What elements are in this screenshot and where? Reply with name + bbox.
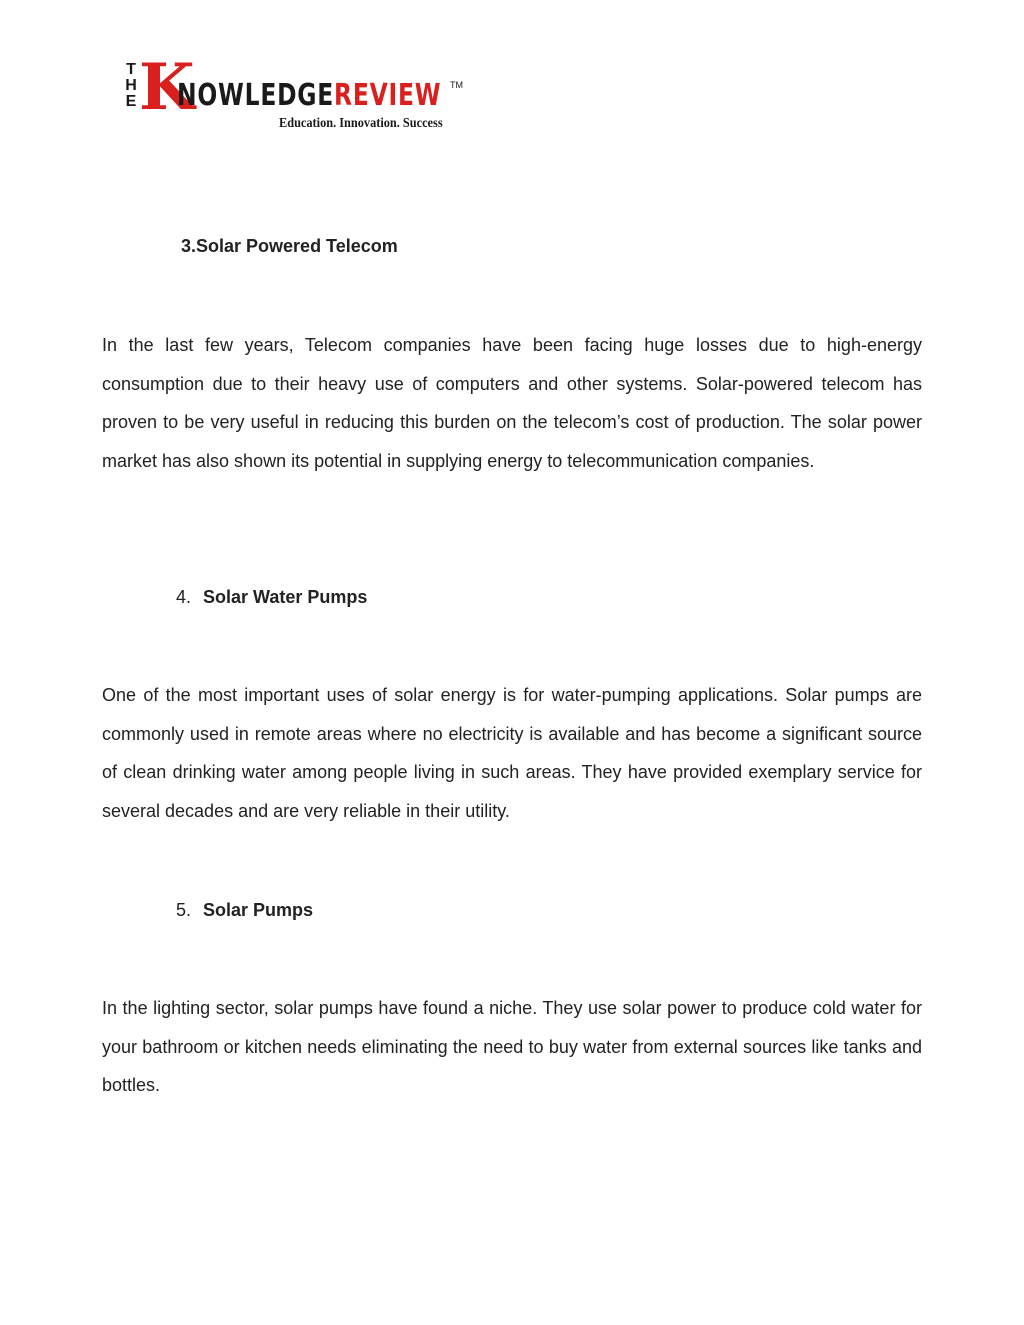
- section-heading-5: [176, 898, 313, 922]
- knowledge-review-logo: [121, 50, 466, 135]
- heading-number: 3.: [181, 236, 197, 256]
- logo-wordmark: [177, 78, 441, 114]
- section-heading-3: [181, 234, 398, 258]
- heading-number: 4.: [176, 587, 192, 607]
- heading-title: Solar Pumps: [203, 900, 314, 920]
- logo-tagline: Education. Innovation. Success: [279, 116, 443, 131]
- logo-big-k: K: [139, 50, 193, 125]
- logo-letter-t: T: [126, 61, 136, 78]
- logo-letter-e: E: [125, 93, 137, 110]
- logo-the-letters: [123, 62, 139, 110]
- logo-trademark: TM: [450, 80, 463, 90]
- heading-number: 5.: [176, 900, 192, 920]
- logo-letter-h: H: [125, 77, 137, 94]
- section-paragraph-3: In the last few years, Telecom companies have been facing huge losses due to high-energy consumption due to their heavy use of computers and other systems. Solar-powered telecom has proven to be very useful in reducing this burden on the telecom’s cost of production. The solar power market has also shown its potential in supplying energy to telecommunication companies.: [102, 335, 922, 471]
- logo-word-review: REVIEW: [334, 78, 442, 113]
- section-paragraph-5: In the lighting sector, solar pumps have found a niche. They use solar power to produce cold water for your bathroom or kitchen needs eliminating the need to buy water from external sources like tanks and bottles.: [102, 998, 922, 1096]
- logo-word-knowledge: NOWLEDGE: [177, 78, 335, 113]
- section-heading-4: [176, 585, 367, 609]
- heading-title: Solar Water Pumps: [203, 587, 368, 607]
- section-paragraph-4: One of the most important uses of solar energy is for water-pumping applications. Solar pumps are commonly used in remote areas where no electricity is available and has become a significant source of clean drinking water among people living in such areas. They have provided exemplary service for several decades and are very reliable in their utility.: [102, 685, 922, 821]
- heading-title: Solar Powered Telecom: [196, 236, 398, 256]
